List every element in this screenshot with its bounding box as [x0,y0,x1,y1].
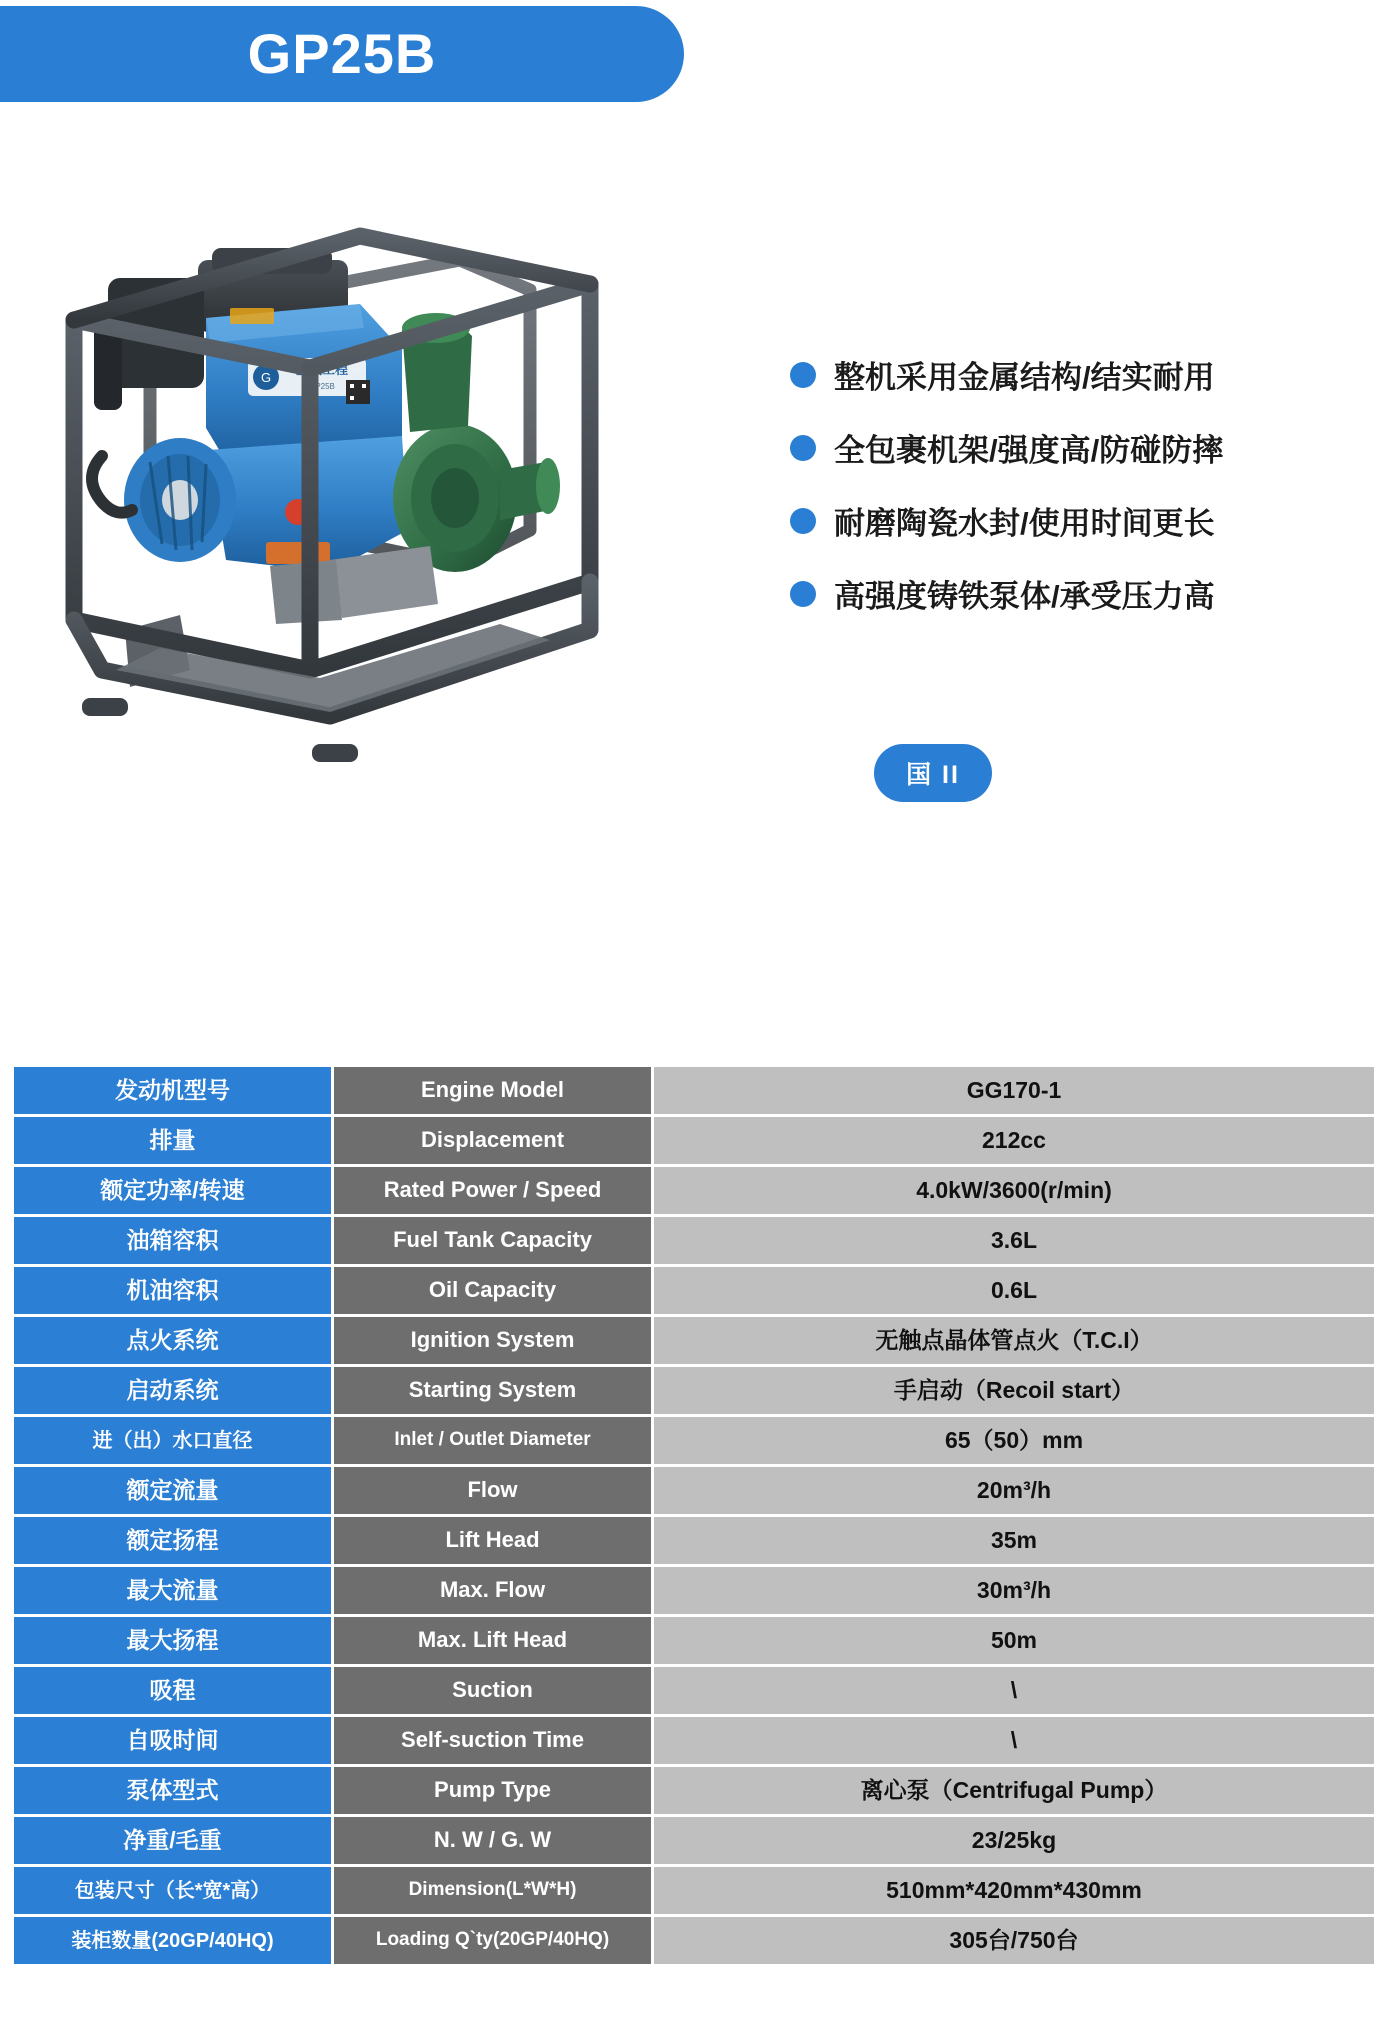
spec-value: 20m³/h [654,1467,1374,1514]
spec-value: 510mm*420mm*430mm [654,1867,1374,1914]
spec-name-cn: 吸程 [14,1667,334,1714]
product-image [30,200,750,840]
table-row [14,1467,1374,1514]
table-row [14,1217,1374,1264]
spec-value: 212cc [654,1117,1374,1164]
table-row [14,1167,1374,1214]
spec-name-cn: 额定流量 [14,1467,334,1514]
bullet-icon [790,362,816,388]
spec-name-cn: 净重/毛重 [14,1817,334,1864]
spec-name-cn: 机油容积 [14,1267,334,1314]
spec-name-cn: 发动机型号 [14,1067,334,1114]
spec-name-cn: 包装尺寸（长*宽*高） [14,1867,334,1914]
table-row [14,1667,1374,1714]
feature-text: 全包裹机架/强度高/防碰防摔 [834,433,1224,468]
spec-name-en: Engine Model [334,1067,654,1114]
table-row [14,1367,1374,1414]
table-row [14,1567,1374,1614]
spec-name-en: Self-suction Time [334,1717,654,1764]
table-row [14,1867,1374,1914]
spec-value: 4.0kW/3600(r/min) [654,1167,1374,1214]
spec-value: 35m [654,1517,1374,1564]
bullet-icon [790,508,816,534]
spec-value: 65（50）mm [654,1417,1374,1464]
spec-value: 手启动（Recoil start） [654,1367,1374,1414]
feature-list [790,352,1350,644]
table-row [14,1717,1374,1764]
table-row [14,1067,1374,1114]
spec-value: \ [654,1667,1374,1714]
table-row [14,1617,1374,1664]
spec-value: 离心泵（Centrifugal Pump） [654,1767,1374,1814]
spec-name-en: Suction [334,1667,654,1714]
spec-value: 无触点晶体管点火（T.C.I） [654,1317,1374,1364]
spec-name-en: Dimension(L*W*H) [334,1867,654,1914]
spec-name-cn: 额定扬程 [14,1517,334,1564]
spec-value: \ [654,1717,1374,1764]
table-row [14,1817,1374,1864]
spec-value: 50m [654,1617,1374,1664]
feature-item [790,571,1350,616]
table-row [14,1117,1374,1164]
spec-name-en: Pump Type [334,1767,654,1814]
feature-item [790,425,1350,470]
spec-name-cn: 启动系统 [14,1367,334,1414]
spec-name-en: Displacement [334,1117,654,1164]
svg-text:GP25B: GP25B [309,382,335,391]
spec-name-cn: 泵体型式 [14,1767,334,1814]
table-row [14,1767,1374,1814]
spec-value: 3.6L [654,1217,1374,1264]
spec-name-en: Starting System [334,1367,654,1414]
specification-table [14,1064,1374,1967]
feature-text: 整机采用金属结构/结实耐用 [834,360,1215,395]
spec-value: 305台/750台 [654,1917,1374,1964]
spec-name-en: Fuel Tank Capacity [334,1217,654,1264]
emission-standard-badge [874,744,992,802]
spec-value: 0.6L [654,1267,1374,1314]
spec-name-cn: 油箱容积 [14,1217,334,1264]
spec-name-cn: 额定功率/转速 [14,1167,334,1214]
bullet-icon [790,581,816,607]
spec-name-en: Inlet / Outlet Diameter [334,1417,654,1464]
feature-item [790,352,1350,397]
feature-text: 高强度铸铁泵体/承受压力高 [834,579,1215,614]
spec-name-cn: 自吸时间 [14,1717,334,1764]
spec-name-en: Max. Flow [334,1567,654,1614]
spec-name-en: Lift Head [334,1517,654,1564]
table-row [14,1267,1374,1314]
svg-text:重庆工程: 重庆工程 [295,362,349,377]
table-row [14,1517,1374,1564]
spec-value: GG170-1 [654,1067,1374,1114]
spec-name-en: Oil Capacity [334,1267,654,1314]
spec-name-en: Flow [334,1467,654,1514]
page-title-banner [0,6,684,102]
table-row [14,1417,1374,1464]
spec-value: 30m³/h [654,1567,1374,1614]
spec-name-en: N. W / G. W [334,1817,654,1864]
water-pump-illustration [30,200,750,840]
bullet-icon [790,435,816,461]
feature-item [790,498,1350,543]
spec-name-cn: 排量 [14,1117,334,1164]
spec-name-en: Ignition System [334,1317,654,1364]
spec-name-cn: 装柜数量(20GP/40HQ) [14,1917,334,1964]
spec-value: 23/25kg [654,1817,1374,1864]
svg-text:G: G [260,370,272,385]
page-title: GP25B [247,22,437,85]
spec-name-cn: 点火系统 [14,1317,334,1364]
spec-name-en: Loading Q`ty(20GP/40HQ) [334,1917,654,1964]
table-row [14,1317,1374,1364]
spec-name-en: Max. Lift Head [334,1617,654,1664]
emission-standard-label: 国 II [906,761,960,789]
spec-name-cn: 最大流量 [14,1567,334,1614]
spec-name-cn: 最大扬程 [14,1617,334,1664]
spec-name-en: Rated Power / Speed [334,1167,654,1214]
spec-name-cn: 进（出）水口直径 [14,1417,334,1464]
table-row [14,1917,1374,1964]
feature-text: 耐磨陶瓷水封/使用时间更长 [834,506,1215,541]
